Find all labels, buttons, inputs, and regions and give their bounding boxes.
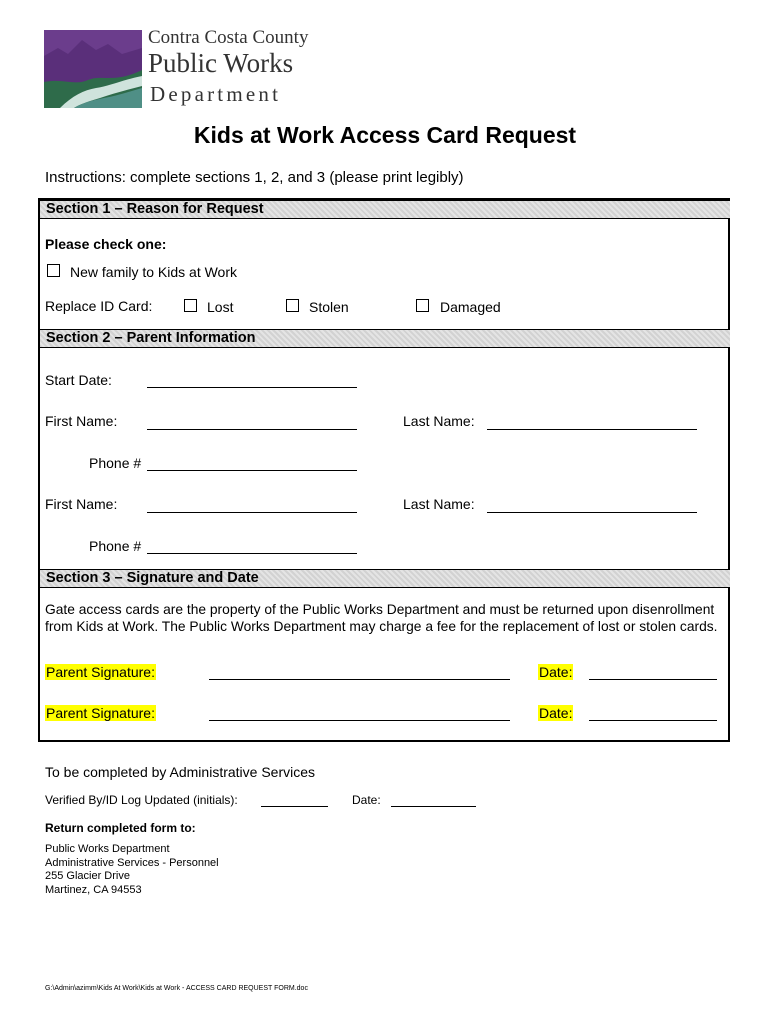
address-line: Public Works Department	[45, 843, 170, 855]
last-name-field-1[interactable]	[487, 429, 697, 430]
admin-date-label: Date:	[352, 793, 381, 807]
damaged-checkbox[interactable]	[416, 299, 429, 312]
verified-field[interactable]	[261, 806, 328, 807]
start-date-label: Start Date:	[45, 372, 112, 388]
county-logo-icon	[44, 30, 142, 108]
logo-county-name: Contra Costa County	[148, 27, 309, 48]
instructions-text: Instructions: complete sections 1, 2, and 3 (please print legibly)	[45, 169, 464, 186]
parent-signature-field-2[interactable]	[209, 720, 510, 721]
lost-checkbox[interactable]	[184, 299, 197, 312]
date-label-2: Date:	[539, 705, 573, 721]
check-one-prompt: Please check one:	[45, 236, 167, 252]
first-name-field-1[interactable]	[147, 429, 357, 430]
first-name-label-2: First Name:	[45, 496, 118, 512]
page-title: Kids at Work Access Card Request	[193, 122, 577, 148]
stolen-label: Stolen	[309, 299, 349, 315]
parent-signature-label-1: Parent Signature:	[46, 664, 155, 680]
card-policy-text: Gate access cards are the property of the Public Works Department and must be returned upon disenrollment from Kids at Work. The Public Works Department may charge a fee for the replacement of lost or stolen cards.	[45, 602, 718, 634]
phone-label-2: Phone #	[89, 538, 142, 554]
return-heading: Return completed form to:	[45, 821, 196, 835]
first-name-field-2[interactable]	[147, 512, 357, 513]
admin-heading: To be completed by Administrative Services	[45, 764, 316, 780]
section1-header: Section 1 – Reason for Request	[40, 200, 730, 219]
logo-department-name: Public Works	[148, 48, 294, 78]
lost-label: Lost	[207, 299, 234, 315]
section2-header: Section 2 – Parent Information	[40, 329, 730, 348]
start-date-field[interactable]	[147, 387, 357, 388]
last-name-label-1: Last Name:	[403, 413, 475, 429]
admin-date-field[interactable]	[391, 806, 476, 807]
date-label-1: Date:	[539, 664, 573, 680]
replace-id-label: Replace ID Card:	[45, 298, 153, 314]
first-name-label-1: First Name:	[45, 413, 118, 429]
parent-signature-label-2: Parent Signature:	[46, 705, 155, 721]
parent-signature-field-1[interactable]	[209, 679, 510, 680]
phone-field-1[interactable]	[147, 470, 357, 471]
verified-label: Verified By/ID Log Updated (initials):	[45, 793, 238, 807]
damaged-label: Damaged	[440, 299, 501, 315]
stolen-checkbox[interactable]	[286, 299, 299, 312]
last-name-label-2: Last Name:	[403, 496, 475, 512]
address-line: Administrative Services - Personnel	[45, 856, 219, 869]
phone-field-2[interactable]	[147, 553, 357, 554]
logo-department-word: Department	[150, 82, 282, 106]
return-address	[45, 843, 219, 897]
date-field-1[interactable]	[589, 679, 717, 680]
section3-header: Section 3 – Signature and Date	[40, 569, 730, 588]
address-line: Martinez, CA 94553	[45, 883, 142, 896]
date-field-2[interactable]	[589, 720, 717, 721]
last-name-field-2[interactable]	[487, 512, 697, 513]
new-family-checkbox[interactable]	[47, 264, 60, 277]
phone-label-1: Phone #	[89, 455, 142, 471]
new-family-label: New family to Kids at Work	[70, 264, 238, 280]
address-line: 255 Glacier Drive	[45, 870, 130, 882]
file-path-footer: G:\Admin\azimm\Kids At Work\Kids at Work - ACCESS CARD REQUEST FORM.doc	[45, 985, 308, 992]
